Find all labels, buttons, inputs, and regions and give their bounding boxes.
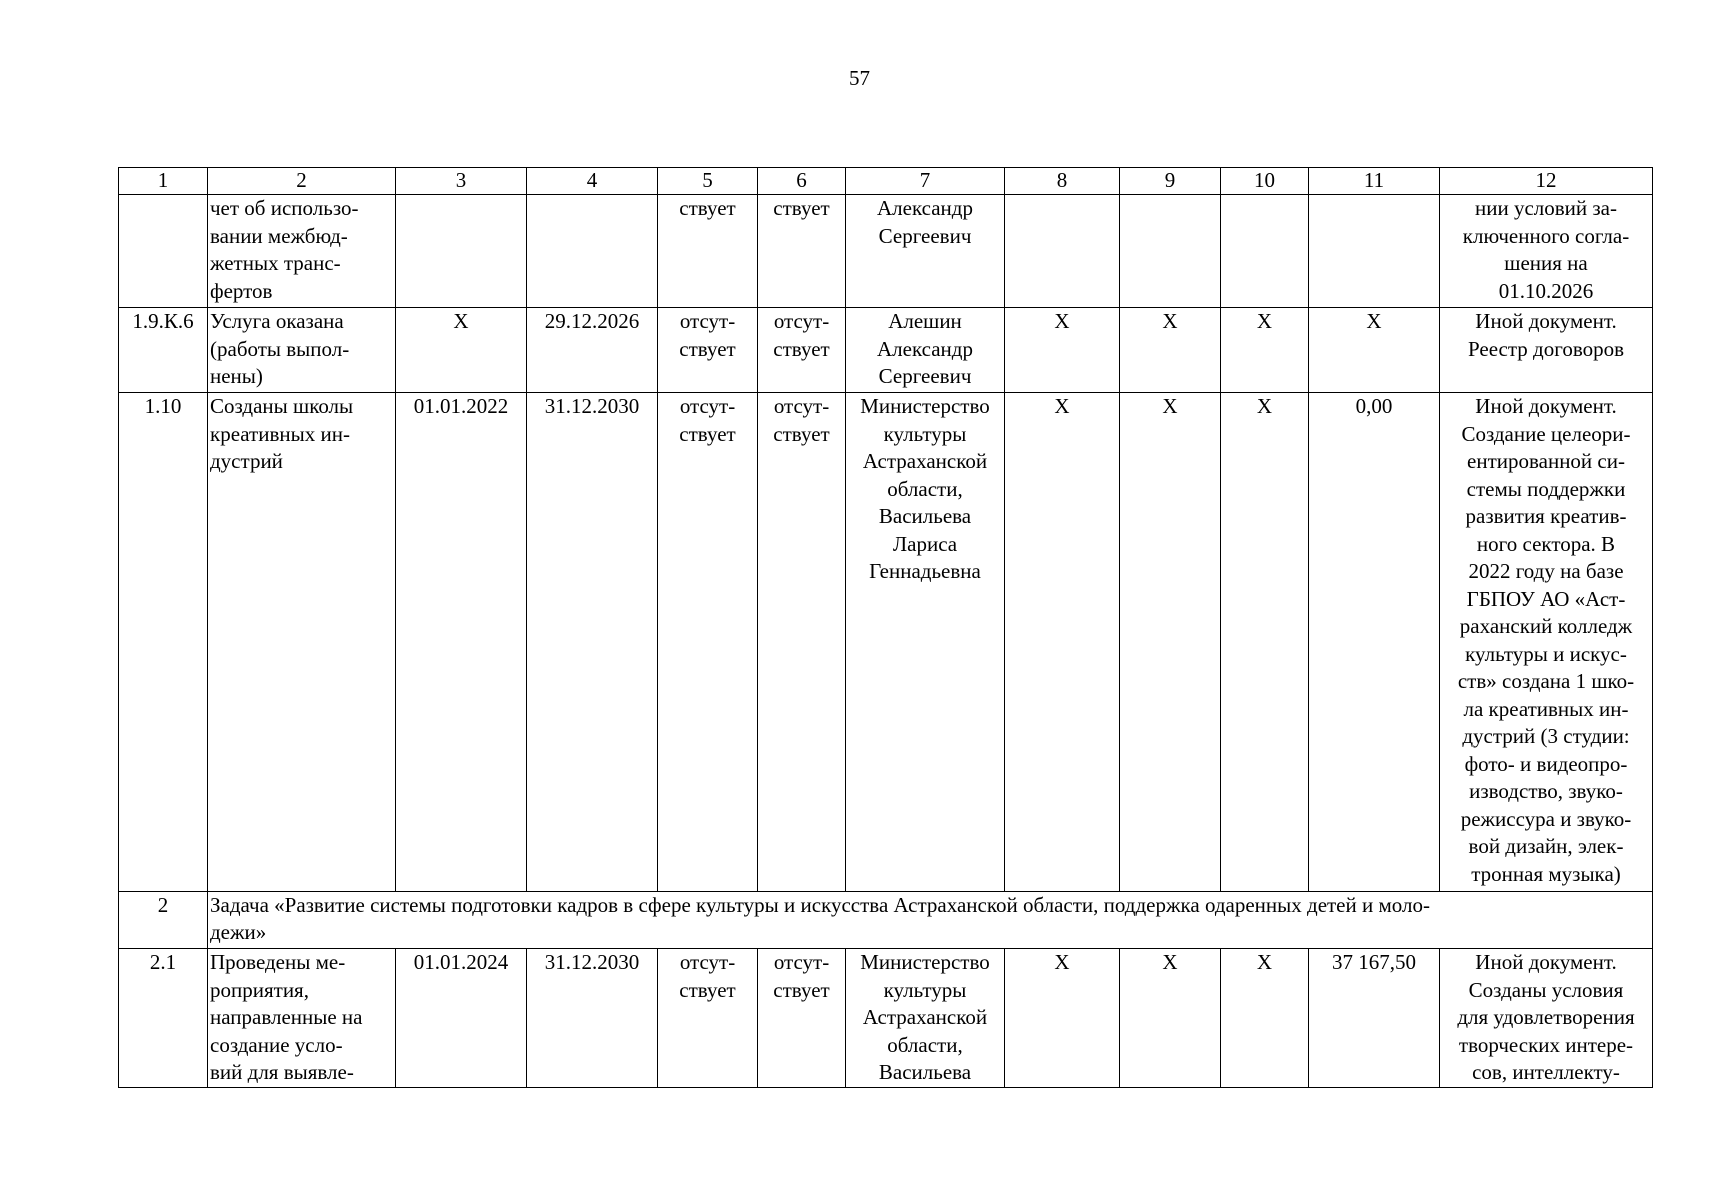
cell-result: Созданы школы креативных ин- дустрий <box>208 393 396 892</box>
cell-col9 <box>1120 195 1221 308</box>
cell-col5: отсут- ствует <box>658 308 758 393</box>
cell-col6: отсут- ствует <box>758 393 846 892</box>
cell-start-date <box>396 195 527 308</box>
cell-col11: 37 167,50 <box>1309 949 1440 1088</box>
column-header: 1 <box>119 168 208 195</box>
cell-number: 2.1 <box>119 949 208 1088</box>
cell-document: Иной документ. Созданы условия для удовлетворения творческих интере- сов, интеллекту- <box>1440 949 1653 1088</box>
cell-result: Услуга оказана (работы выпол- нены) <box>208 308 396 393</box>
cell-responsible: Александр Сергеевич <box>846 195 1005 308</box>
cell-col6: отсут- ствует <box>758 949 846 1088</box>
cell-responsible: Министерство культуры Астраханской области, Васильева <box>846 949 1005 1088</box>
column-header: 11 <box>1309 168 1440 195</box>
cell-col10: X <box>1221 949 1309 1088</box>
cell-col8 <box>1005 195 1120 308</box>
cell-result: чет об использо- вании межбюд- жетных транс- фертов <box>208 195 396 308</box>
cell-document: нии условий за- ключенного согла- шения на 01.10.2026 <box>1440 195 1653 308</box>
cell-col5: отсут- ствует <box>658 393 758 892</box>
cell-start-date: 01.01.2024 <box>396 949 527 1088</box>
document-table <box>118 167 1653 1088</box>
cell-col6: ствует <box>758 195 846 308</box>
page-number: 57 <box>849 66 870 90</box>
cell-responsible: Министерство культуры Астраханской области, Васильева Лариса Геннадьевна <box>846 393 1005 892</box>
cell-result: Проведены ме- роприятия, направленные на создание усло- вий для выявле- <box>208 949 396 1088</box>
cell-col11: 0,00 <box>1309 393 1440 892</box>
section-row <box>119 892 1653 949</box>
table-header-row <box>119 168 1653 195</box>
column-header: 4 <box>527 168 658 195</box>
cell-start-date: 01.01.2022 <box>396 393 527 892</box>
column-header: 12 <box>1440 168 1653 195</box>
cell-col10 <box>1221 195 1309 308</box>
cell-document: Иной документ. Реестр договоров <box>1440 308 1653 393</box>
cell-document: Иной документ. Создание целеори- ентированной си- стемы поддержки развития креатив- ного сектора. В 2022 году на базе ГБПОУ АО «Аст- раханский колледж культуры и искус- ств» создана 1 шко- ла креативных ин- дустрий (3 студии: фото- и видеопро- изводство, звуко- режиссура и звуко- вой дизайн, элек- тронная музыка) <box>1440 393 1653 892</box>
table-row <box>119 195 1653 308</box>
section-title: Задача «Развитие системы подготовки кадров в сфере культуры и искусства Астраханской области, поддержка одаренных детей и моло- дежи» <box>208 892 1653 949</box>
cell-col9: X <box>1120 393 1221 892</box>
column-header: 3 <box>396 168 527 195</box>
column-header: 9 <box>1120 168 1221 195</box>
column-header: 5 <box>658 168 758 195</box>
cell-col6: отсут- ствует <box>758 308 846 393</box>
column-header: 7 <box>846 168 1005 195</box>
cell-end-date: 31.12.2030 <box>527 949 658 1088</box>
cell-responsible: Алешин Александр Сергеевич <box>846 308 1005 393</box>
column-header: 2 <box>208 168 396 195</box>
column-header: 6 <box>758 168 846 195</box>
cell-col11: X <box>1309 308 1440 393</box>
cell-col8: X <box>1005 393 1120 892</box>
cell-col9: X <box>1120 949 1221 1088</box>
cell-col10: X <box>1221 393 1309 892</box>
cell-col11 <box>1309 195 1440 308</box>
cell-end-date: 31.12.2030 <box>527 393 658 892</box>
cell-number: 1.10 <box>119 393 208 892</box>
cell-col10: X <box>1221 308 1309 393</box>
column-header: 10 <box>1221 168 1309 195</box>
cell-end-date <box>527 195 658 308</box>
cell-number <box>119 195 208 308</box>
column-header: 8 <box>1005 168 1120 195</box>
table-row <box>119 949 1653 1088</box>
cell-col5: отсут- ствует <box>658 949 758 1088</box>
cell-start-date: X <box>396 308 527 393</box>
cell-col8: X <box>1005 308 1120 393</box>
cell-end-date: 29.12.2026 <box>527 308 658 393</box>
section-number: 2 <box>119 892 208 949</box>
table-row <box>119 308 1653 393</box>
cell-col8: X <box>1005 949 1120 1088</box>
table-row <box>119 393 1653 892</box>
cell-col9: X <box>1120 308 1221 393</box>
cell-number: 1.9.К.6 <box>119 308 208 393</box>
cell-col5: ствует <box>658 195 758 308</box>
